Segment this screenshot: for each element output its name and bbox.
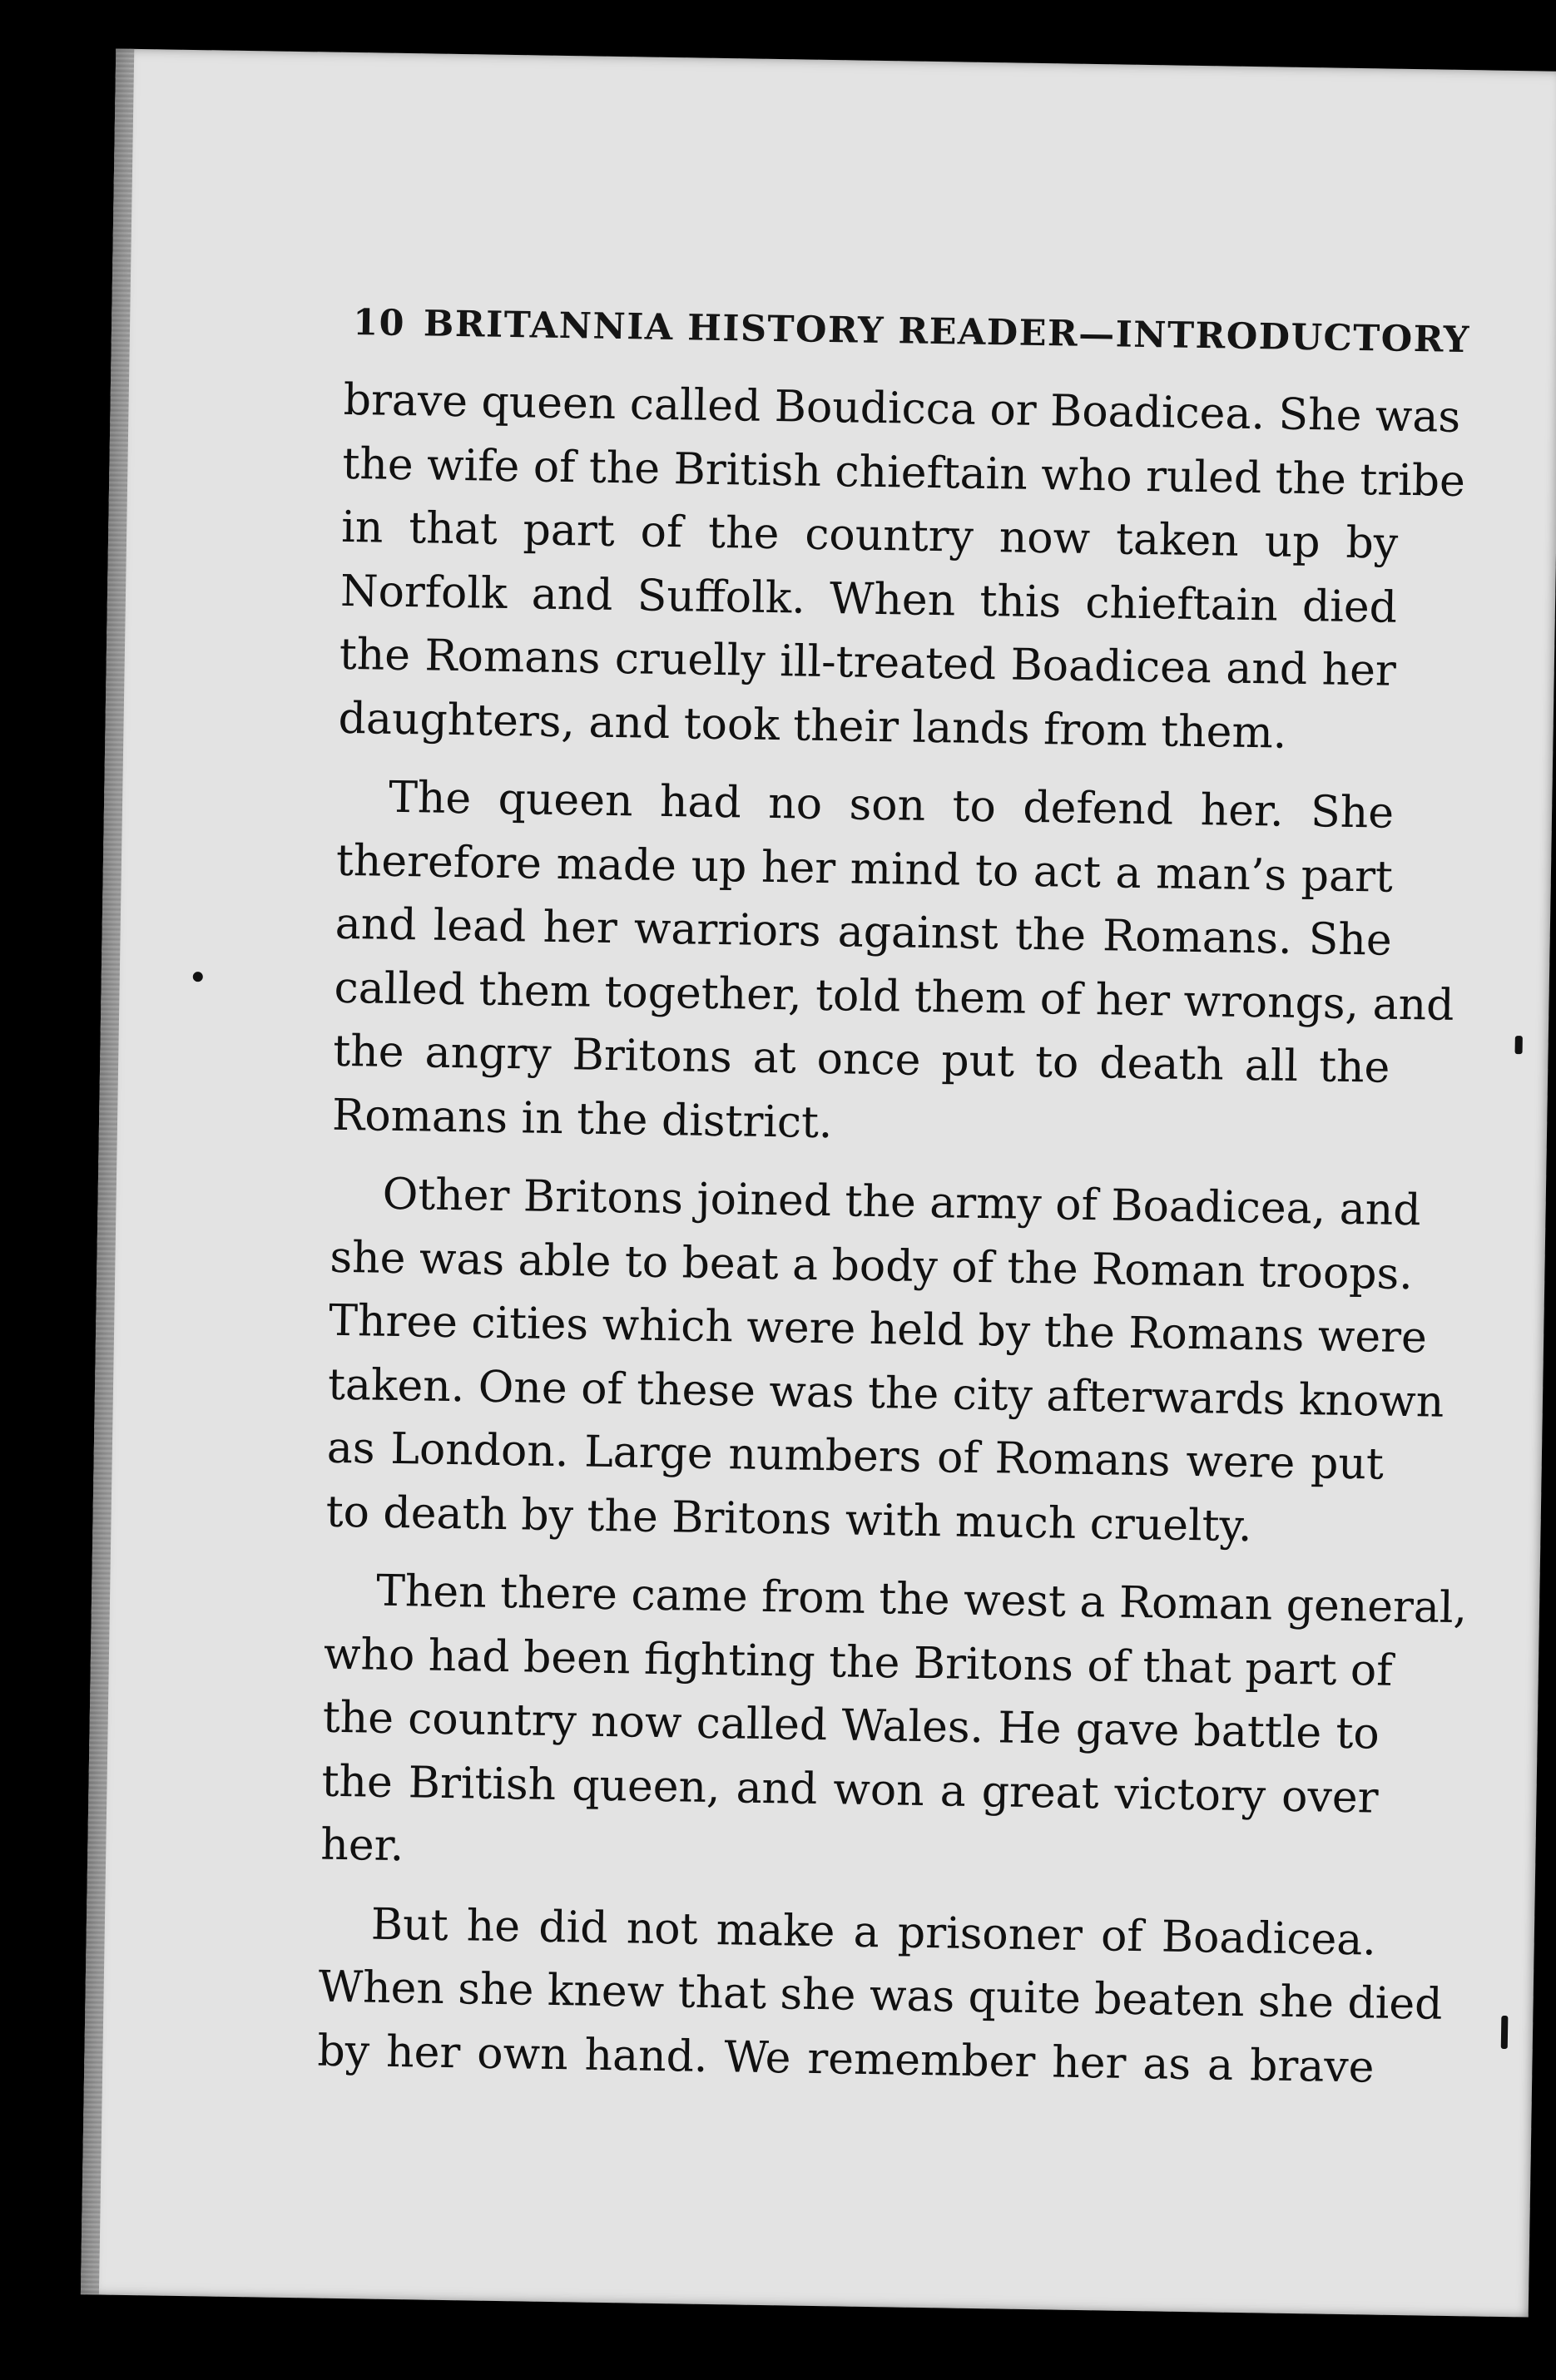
text-line: Romans in the district.	[331, 1090, 833, 1148]
text-line: Other Britons joined the army of Boadicea, and	[382, 1169, 1421, 1236]
text-line: Three cities which were held by the Romans were	[328, 1295, 1428, 1363]
text-line: daughters, and took their lands from them.	[338, 693, 1287, 759]
text-line: who had been fighting the Britons of that part of	[323, 1629, 1393, 1696]
page-number: 10	[352, 302, 406, 345]
ink-speck	[1515, 1036, 1523, 1054]
paragraph-4	[320, 1559, 1468, 1893]
text-line: as London. Large numbers of Romans were put	[326, 1423, 1385, 1490]
text-line: by her own hand. We remember her as a brave	[317, 2026, 1375, 2093]
text-line: she was able to beat a body of the Roman troops.	[330, 1232, 1414, 1299]
book-page	[81, 49, 1556, 2318]
text-line: and lead her warriors against the Romans. She	[334, 898, 1393, 966]
text-line: therefore made up her mind to act a man’s part	[335, 835, 1394, 903]
text-line: the British queen, and won a great victory over	[321, 1756, 1379, 1823]
text-line: the wife of the British chieftain who ruled the tribe	[342, 438, 1466, 507]
text-line: to death by the Britons with much cruelty.	[325, 1487, 1253, 1551]
ink-speck	[193, 972, 203, 982]
paragraph-5	[317, 1892, 1443, 2099]
running-title: BRITANNIA HISTORY READER—INTRODUCTORY	[423, 303, 1471, 362]
body-text	[317, 369, 1468, 2100]
ink-speck	[1501, 2016, 1509, 2049]
text-line: her.	[320, 1819, 404, 1872]
running-header	[352, 302, 1471, 362]
paragraph-3	[325, 1162, 1445, 1561]
text-line: the country now called Wales. He gave battle to	[322, 1692, 1380, 1759]
text-line: called them together, told them of her wrongs, and	[334, 962, 1454, 1031]
text-line: But he did not make a prisoner of Boadicea.	[370, 1899, 1377, 1966]
text-line: brave queen called Boudicca or Boadicea. She was	[343, 374, 1461, 443]
text-line: Norfolk and Suffolk. When this chieftain died	[339, 566, 1398, 633]
text-line: the angry Britons at once put to death all the	[332, 1026, 1390, 1093]
binding-gutter	[81, 49, 134, 2295]
text-line: taken. One of these was the city afterwards known	[327, 1359, 1445, 1428]
paragraph-2	[331, 765, 1454, 1164]
text-line: The queen had no son to defend her. She	[388, 772, 1395, 839]
text-line: When she knew that she was quite beaten she died	[318, 1962, 1443, 2030]
text-line: in that part of the country now taken up by	[340, 502, 1399, 569]
text-line: the Romans cruelly ill-treated Boadicea and her	[339, 629, 1397, 696]
text-line: Then there came from the west a Roman general,	[375, 1566, 1468, 1634]
paragraph-1	[338, 369, 1466, 767]
